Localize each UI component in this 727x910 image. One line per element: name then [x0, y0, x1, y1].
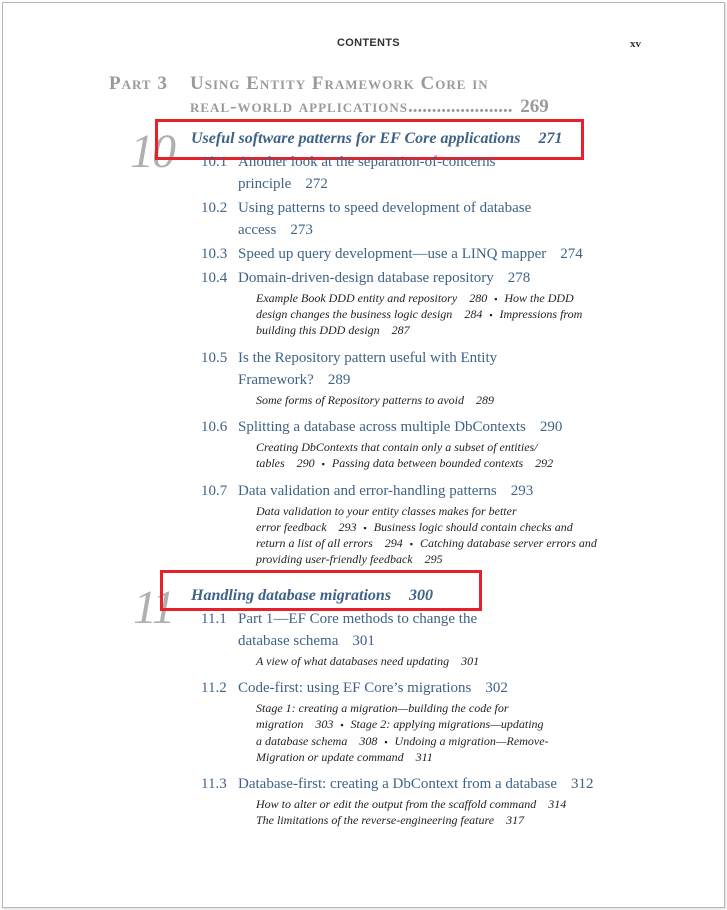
- chapter-title[interactable]: Useful software patterns for EF Core applications 271: [191, 130, 563, 147]
- part-page: 269: [520, 96, 549, 117]
- highlight-box: [160, 570, 482, 611]
- chapter-number: 10: [130, 125, 174, 178]
- toc-subsection[interactable]: Migration or update command 311: [256, 750, 433, 764]
- toc-subsection[interactable]: providing user-friendly feedback 295: [256, 552, 443, 566]
- toc-subsection[interactable]: Stage 1: creating a migration—building the code for: [256, 701, 509, 715]
- toc-subsection[interactable]: The limitations of the reverse-engineering feature 317: [256, 813, 525, 827]
- page-folio: xv: [630, 38, 641, 50]
- chapter-number: 11: [133, 581, 174, 634]
- toc-subsection[interactable]: Example Book DDD entity and repository 280 ▪ How the DDD: [256, 291, 574, 305]
- part-label: Part 3: [109, 73, 168, 94]
- toc-subsection[interactable]: a database schema 308 ▪ Undoing a migration—Remove-: [256, 734, 549, 748]
- toc-subsection[interactable]: design changes the business logic design 284 ▪ Impressions from: [256, 307, 583, 321]
- toc-subsection[interactable]: return a list of all errors 294 ▪ Catching database server errors and: [256, 536, 597, 550]
- toc-subsection[interactable]: How to alter or edit the output from the scaffold command 314: [256, 797, 567, 811]
- toc-subsection[interactable]: migration 303 ▪ Stage 2: applying migrations—updating: [256, 717, 544, 731]
- toc-subsection[interactable]: A view of what databases need updating 301: [256, 654, 480, 668]
- part-title-line2: real-world applications...................... 269: [190, 96, 549, 117]
- toc-subsection[interactable]: Creating DbContexts that contain only a subset of entities/: [256, 440, 538, 454]
- part-title-line1: Using Entity Framework Core in: [190, 73, 489, 94]
- toc-subsection[interactable]: Some forms of Repository patterns to avoid 289: [256, 393, 494, 407]
- toc-subsection[interactable]: tables 290 ▪ Passing data between bounded contexts 292: [256, 456, 554, 470]
- chapter-page: 300: [409, 587, 434, 604]
- toc-subsection[interactable]: Data validation to your entity classes makes for better: [256, 504, 517, 518]
- chapter-title[interactable]: Handling database migrations 300: [191, 587, 434, 604]
- running-head: CONTENTS: [337, 37, 400, 49]
- toc-subsection[interactable]: building this DDD design 287: [256, 323, 410, 337]
- toc-subsection[interactable]: error feedback 293 ▪ Business logic should contain checks and: [256, 520, 573, 534]
- part-leader: ......................: [408, 96, 513, 117]
- chapter-page: 271: [538, 130, 563, 147]
